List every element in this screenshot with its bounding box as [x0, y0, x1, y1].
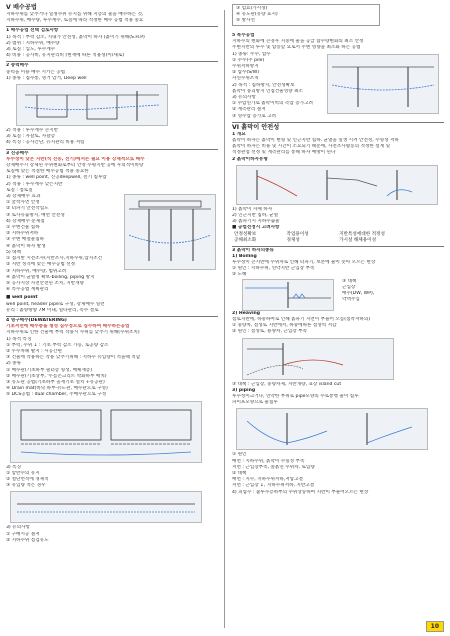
- page-number: 10: [426, 621, 444, 632]
- list-item: ③ 유도관 공법(기초하부 골재기초 설치 +유공관): [6, 379, 105, 385]
- list-item: 약액주입: [342, 297, 360, 303]
- list-item: 배수(DW, WP),: [342, 291, 375, 297]
- list-item: 5) 대책: [6, 249, 22, 255]
- list-item: ③ 건물에 작용하는 작용 낮추기위해 : 지하수 유입량이 적을때 적합: [6, 355, 141, 361]
- subheading: 3) piping: [232, 387, 256, 393]
- list-item: ③ 주변 매설물침하: [6, 237, 45, 243]
- list-item: ② 원인 : 점성토, 용양차, 근입장 부족: [232, 329, 308, 335]
- list-item: 근입장: [342, 284, 356, 290]
- intro-line: 지하수위, 배수량, 투수계수, 토질에 따라 적정한 배수 공법 적용 중요: [6, 18, 144, 24]
- list-item: 수위저하방지: [232, 64, 259, 70]
- heading: 2 중력배수: [6, 63, 29, 69]
- list-item: ③ 토사유출방지, 배면 안전성: [6, 212, 65, 218]
- section-title: VI 흙막이 안전성: [232, 123, 280, 131]
- drain-mat-diagram: [10, 491, 202, 523]
- list-item: ② 터파기 안전작업도: [6, 206, 49, 212]
- subheading: 1) Boiling: [232, 253, 257, 259]
- list-item: 2) 적용 : 투수계수 낮은지반: [6, 181, 63, 187]
- emphasis-line: 투수성이 낮은 지반(석 진동, 전기)에서는 필요 이용 강제적으로 배수: [6, 156, 145, 162]
- list-item: ④ Drain mat(바닥 하부-유도관, 배수관으로 구성): [6, 386, 108, 392]
- heading: 4 영구배수(DEWATERING): [6, 317, 67, 323]
- table-cell: 가시설 해체용이성: [339, 237, 377, 243]
- text-line: 토질에 맞는 적절한 배수공법 적용 중요한: [6, 169, 89, 175]
- heading: ■ well point: [6, 295, 38, 301]
- list-item: ① 암반수의 유지: [6, 470, 40, 476]
- text-line: 중력을 이용 배수 시키는 공법: [6, 69, 66, 75]
- list-item: ③ 영수압 증가로 고려: [232, 113, 277, 119]
- list-item: 4) 비용 : 공사비, 유지관리비 (현재에 따른 적용성(이/새로): [6, 53, 125, 59]
- list-item: 1) 종류 : well point, 진공deepwell, 전기 침투압: [6, 175, 107, 181]
- list-item: ① 주수(주 pile): [232, 57, 265, 63]
- list-item: ① 배수관(기초하부 필터층 형성, 배체재층): [6, 367, 93, 373]
- selection-criteria-table: [232, 232, 437, 244]
- list-item: 3) 유의사항: [6, 525, 30, 531]
- list-item: 4) 강제배수 문제점: [6, 218, 45, 224]
- list-item: ⑤ DCS공법 : dual chamber, 주배수관으로 구성: [6, 392, 107, 398]
- list-item: ④ 흙막이 균열정 확보-boiling, piping 방지: [6, 274, 95, 280]
- list-item: 4) 특징 : 공사간단, 유지관리 비용 저렴: [6, 140, 85, 146]
- heading: 3 진공배수: [6, 150, 29, 156]
- list-item: 1) 종류: 주수, 압수: [232, 51, 271, 57]
- list-item: ② 배수관(기초상부, '누름콘크리트 박화하부 배치): [6, 373, 107, 379]
- list-item: ② 설단면적에 경제적: [6, 476, 49, 482]
- list-item: ① 굴착사면 안정: [6, 200, 40, 206]
- list-item: 배면 : 지하수위, 흙막이 수밀성 부족: [232, 458, 305, 464]
- text-line: 흙막이 하자는 흙막이 변형 및 인근지반 침하, 균열을 일생 시켜 안전성, 수형성 저하: [232, 138, 399, 144]
- left-column: [6, 4, 218, 544]
- permanent-drain-diagram: [10, 401, 202, 463]
- gravity-drain-diagram: [16, 84, 168, 126]
- table-cell: 공해최소화: [234, 237, 257, 243]
- top-box-line: ⑤ 방사선: [236, 18, 255, 23]
- text-line: well point, header pipe로 구성, 강제배수 일련: [6, 301, 105, 307]
- list-item: ③ 지하수위, 배수량, 범위고려: [6, 268, 67, 274]
- list-item: ① 원인: [232, 452, 247, 458]
- list-item: ④ 흙막이 하자 발생: [6, 243, 46, 249]
- list-item: ① 부력, 수위 ↓ : 기초 부력 감소 가능, 토공량 감소: [6, 342, 109, 348]
- list-item: 3) 흙파기시 지하수출물: [232, 219, 280, 225]
- list-item: ① 수압연가로 흙막이벽의 측압 증가고려: [232, 101, 313, 107]
- list-item: 3) 특징: [6, 464, 22, 470]
- table-cell: 지반특성에대한 적정성: [339, 231, 385, 237]
- emphasis-line: 기초저면에 배수층을 형성 집수정으로 집수하여 배수하는공법: [6, 324, 130, 330]
- text-line: 지하수위로 인한 건물에 부력 작용시 수위를 낮추기 위해(수위조치): [6, 330, 140, 336]
- text-line: 파이프모양으로 물침투: [232, 400, 278, 406]
- list-item: 4) 피압수 : 불투수층하부의 수위상승하여 지반이 부풀어오르는 현상: [232, 489, 369, 495]
- list-item: 2) 범위 : 지하수위, 배수량: [6, 40, 60, 46]
- list-item: ② 압수(S/W): [232, 70, 260, 76]
- recharge-diagram: [327, 54, 439, 114]
- list-item: 1) 종류 : 집수통, 명거 암거, Deep well: [6, 75, 87, 81]
- list-item: ② 계측관리 철저: [232, 107, 266, 113]
- list-item: 1) 목적 특징: [6, 336, 32, 342]
- table-cell: 작업용이성: [286, 231, 309, 237]
- list-item: 저면 : 근입장부족, 솔흙연 수위차, 토입량: [232, 464, 315, 470]
- list-item: ② 지하수위저하: [6, 231, 39, 237]
- list-item: 3) 유의사항: [232, 95, 256, 101]
- table-cell: 경제성: [286, 237, 300, 243]
- list-item: 2) 목적 : 침하방지, 안전성확보: [232, 82, 295, 88]
- text-line: 강제배수시 강제된 수위변화로부터 안정 수평지반 공에 우의적이바탕: [6, 163, 144, 169]
- list-item: ② 지하수위 점검유도: [6, 537, 49, 543]
- list-item: 2) 종류: [6, 361, 22, 367]
- list-item: ⑥ 특수공법 계획관리: [6, 287, 49, 293]
- list-item: 3) 강제배수 효과: [6, 194, 41, 200]
- heading: ■ 공법선정시 고려사항: [232, 225, 280, 231]
- well-point-diagram: [124, 194, 216, 270]
- boiling-diagram: [242, 279, 334, 311]
- right-column: [232, 30, 444, 496]
- list-item: 3) 토질 : 입도, 투수계수: [6, 47, 56, 53]
- top-box-line: ③ 염료(가시성): [236, 6, 268, 11]
- text-line: 투수성이크거나, 연약한 부위로 pipe모양의 수로통행 물이 침투: [232, 393, 359, 399]
- text-line: 점토지반에, 하중하여로 인해 흙파기 지면이 부풀어 오름(점착저하의): [232, 316, 371, 322]
- heading: 3 흙막이 하자의종류: [232, 247, 274, 253]
- text-line: 적정관점 선정 및 계측관리를 통해 하자 예방이 된다: [232, 150, 336, 156]
- text-line: 투수성이 큰지반에 수위차로 인해 터파기, 보본에 물이 솟아 오르는 현상: [232, 260, 376, 266]
- list-item: ③ 대책: [342, 278, 357, 284]
- list-item: ③ 유입량 적은 경우: [6, 483, 46, 489]
- list-item: ⑤ 공사지상 사전안전된 조치, 지반개량: [6, 280, 84, 286]
- list-item: 자연수위조치: [232, 76, 259, 82]
- list-item: 흙막이 붕괴방지 인접건물영향 최소: [232, 88, 303, 94]
- list-item: ① 주변건물 침하: [6, 225, 40, 231]
- heading: 5 복수공법: [232, 33, 255, 38]
- list-item: ① 중량차, 점성토 지반에서, 하중에따른 점성력 저감: [232, 323, 337, 329]
- heading: 1 개요: [232, 131, 246, 137]
- list-item: 토질 : 점토질: [6, 187, 33, 193]
- list-item: 2) 인근지반 침하, 균열: [232, 213, 279, 219]
- text-line: 주변지반의 투수 및 압송할 요로서 주변 영향을 최소화 하는 공법: [232, 45, 361, 51]
- list-item: 3) 토질 : 자갈토, 자갈층: [6, 134, 56, 140]
- intro-line: 지하수위를 낮추거나 일정수위 유지를 위해 지층의 물을 배수하는 것,: [6, 12, 144, 17]
- top-box-line: ④ 유도관(유량 표시): [236, 12, 278, 17]
- list-item: ② 도해: [232, 272, 247, 278]
- text-line: 유리 : 흙양방향 7M 이내, 일타관리, 복수 결로: [6, 307, 99, 313]
- column-divider: [224, 10, 225, 628]
- table-cell: 안정성확보: [234, 231, 257, 237]
- list-item: ③ 대책 : 근입장, 중량차제, 지반개량, 표장 island cut: [232, 381, 342, 387]
- list-item: 1) 흙막이 자체 하자: [232, 206, 273, 212]
- list-item: 1) 목적 : 부력 감소, 지내가 안전성, 흙막이 하자 (흙이기 위해(S.H.P): [6, 34, 145, 40]
- text-line: 흙막이 하자는 비용 및 시간이 소요되기 때문에, 사전조사활동의 적정한 설계 및: [232, 144, 391, 150]
- piping-diagram: [236, 408, 428, 450]
- section-title: V 배수공법: [6, 4, 37, 11]
- list-item: ① 구배시공 철저: [6, 531, 40, 537]
- heading: 2 흙막이하자유형: [232, 156, 268, 162]
- list-item: ① 원인 : 지하수위, 연약지반 근입장 부족: [232, 266, 315, 272]
- heading: 1 배수공법 선택 검토사항: [6, 28, 59, 34]
- top-continuation-box: [232, 4, 380, 26]
- list-item: ② 지반 성격에 맞는 배수공법 선정: [6, 262, 76, 268]
- list-item: 저면 : 근입장 ↓, 지하수위저하, 지반고결: [232, 483, 315, 489]
- list-item: ① 접지반 시전조사(지반조사,지하수위,압지조건: [6, 256, 103, 262]
- heaving-diagram: [242, 338, 394, 380]
- text-line: 지하수의 변화에 큰경우 지중에 물을 공급 함수량변화의 최소 안정: [232, 39, 364, 45]
- list-item: ② 대책: [232, 470, 247, 476]
- subheading: 2) Heaving: [232, 310, 261, 316]
- failure-types-diagram: [236, 165, 438, 205]
- list-item: ② 누수차폐 발지 : 시공간편: [6, 348, 62, 354]
- list-item: 2) 적용 : 투수계수 큰지반: [6, 128, 59, 134]
- list-item: 배면 : 지수, 지하수위저하,저압고결: [232, 477, 303, 483]
